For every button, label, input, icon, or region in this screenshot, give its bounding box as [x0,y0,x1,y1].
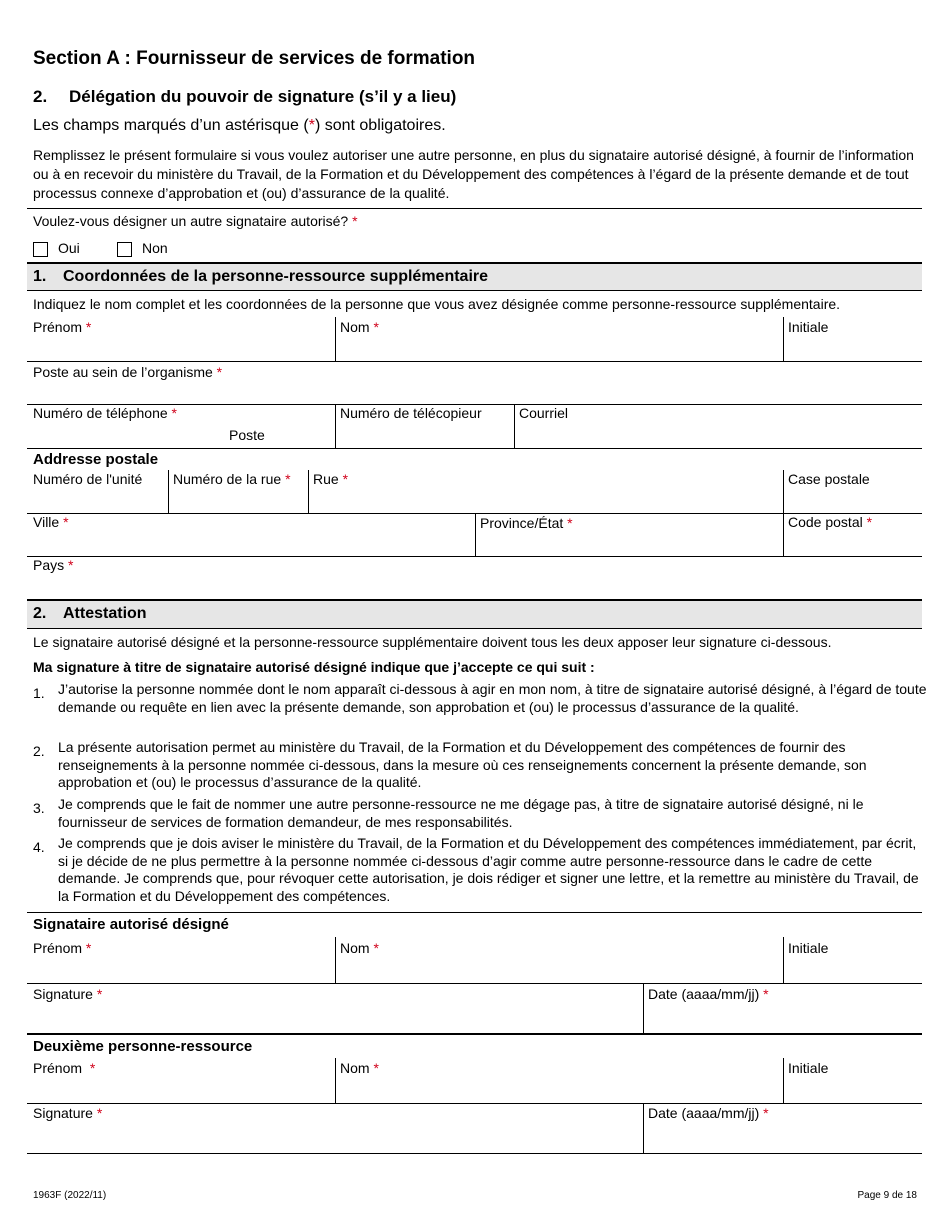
second-signature-label: Signature * [33,1105,103,1121]
contact-email-label: Courriel [519,405,569,421]
address-heading: Addresse postale [33,451,159,468]
signatory-last-name-label: Nom * [340,940,379,956]
contact-phone-field[interactable] [33,424,223,446]
city-label: Ville * [33,514,69,530]
intro-paragraph: Remplissez le présent formulaire si vous voulez autoriser une autre personne, en plus du signataire autorisé désigné, à fournir de l’information ou à en recevoir du ministère du Travail, de la Formation et du Développement des compétences à l’égard de la présente demande et de tout processus connexe d’approbation et (ou) d’assurance de la qualité. [33,147,914,201]
subsection-number: 2. [33,87,48,106]
unit-field[interactable] [33,489,165,511]
contact-fax-field[interactable] [340,424,510,446]
street-label: Rue * [313,471,349,487]
signatory-last-name-field[interactable] [340,958,780,981]
attestation-item: Je comprends que je dois aviser le ministère du Travail, de la Formation et du Développement des compétences immédiatement, par écrit, si je décide de ne plus permettre à la personne nommée ci-dessous d’agir comme autre personne-ressource dans le cadre de cette demande. Je comprends que, pour révoquer cette autorisation, je dois rédiger et signer une lettre, et la remettre au ministère du Travail, de la Formation et du Développement des compétences. [58,835,919,904]
signatory-first-name-field[interactable] [33,958,333,981]
attestation-title: Attestation [63,605,147,622]
country-field[interactable] [33,575,918,597]
second-date-label: Date (aaaa/mm/jj) * [648,1105,769,1121]
signatory-initial-field[interactable] [788,958,918,981]
province-label: Province/État * [480,515,573,531]
province-field[interactable] [480,532,778,554]
contact-first-name-field[interactable] [33,335,333,359]
contact-last-name-field[interactable] [340,335,780,359]
attestation-intro: Le signataire autorisé désigné et la personne-ressource supplémentaire doivent tous les deux apposer leur signature ci-dessous. [33,634,832,650]
postal-code-field[interactable] [788,532,918,554]
signatory-heading: Signataire autorisé désigné [33,916,229,933]
signatory-signature-label: Signature * [33,986,103,1002]
subsection-title: Délégation du pouvoir de signature (s’il y a lieu) [69,87,457,106]
required-note: Les champs marqués d’un astérisque (*) sont obligatoires. [33,117,446,134]
contact-position-label: Poste au sein de l’organisme * [33,364,223,380]
postal-code-label: Code postal * [788,514,873,530]
signatory-signature-field[interactable] [33,1004,638,1030]
second-date-field[interactable] [648,1123,918,1150]
item-number: 1. [33,685,45,701]
item-number: 4. [33,839,45,855]
po-box-field[interactable] [788,489,918,511]
contact-last-name-label: Nom * [340,319,379,335]
form-id: 1963F (2022/11) [33,1190,107,1201]
unit-label: Numéro de l'unité [33,471,143,487]
street-number-field[interactable] [173,489,305,511]
section-title: Section A : Fournisseur de services de formation [33,48,476,69]
contact-first-name-label: Prénom * [33,319,92,335]
country-label: Pays * [33,557,74,573]
contact-extension-field[interactable] [272,424,332,446]
item-number: 3. [33,800,45,816]
attestation-item: Je comprends que le fait de nommer une autre personne-ressource ne me dégage pas, à titre de signataire autorisé désigné, ni le fournisseur de services de formation demandeur, de mes responsabilités. [58,796,864,830]
signatory-initial-label: Initiale [788,940,829,956]
contact-phone-label: Numéro de téléphone * [33,405,177,421]
second-initial-label: Initiale [788,1060,829,1076]
city-field[interactable] [33,532,471,554]
contact-email-field[interactable] [519,424,919,446]
attestation-bold-statement: Ma signature à titre de signataire autorisé désigné indique que j’accepte ce qui suit : [33,659,595,675]
contact-fax-label: Numéro de télécopieur [340,405,482,421]
signatory-date-field[interactable] [648,1004,918,1030]
page-number: Page 9 de 18 [857,1190,917,1201]
second-first-name-label: Prénom * [33,1060,96,1076]
signatory-date-label: Date (aaaa/mm/jj) * [648,986,769,1002]
second-signature-field[interactable] [33,1123,638,1150]
contact-position-field[interactable] [33,381,918,403]
option-oui-label: Oui [58,240,80,256]
second-last-name-label: Nom * [340,1060,379,1076]
street-field[interactable] [313,489,779,511]
option-non-label: Non [142,240,168,256]
required-asterisk: * [308,117,315,134]
checkbox-non[interactable] [117,242,132,257]
item-number: 2. [33,743,45,759]
street-number-label: Numéro de la rue * [173,471,291,487]
signatory-first-name-label: Prénom * [33,940,92,956]
second-contact-heading: Deuxième personne-ressource [33,1038,253,1055]
contact-section-title: Coordonnées de la personne-ressource supplémentaire [63,268,489,285]
contact-section-number: 1. [33,268,47,285]
attestation-number: 2. [33,605,47,622]
second-first-name-field[interactable] [33,1078,333,1101]
designate-question: Voulez-vous désigner un autre signataire autorisé? * [33,213,358,229]
contact-initial-field[interactable] [788,335,918,359]
contact-initial-label: Initiale [788,319,829,335]
attestation-item: La présente autorisation permet au ministère du Travail, de la Formation et du Développement des compétences de fournir des renseignements à la personne nommée ci-dessous, dans la mesure où ces renseignements concernent la présente demande, son approbation et (ou) le processus d’assurance de la qualité. [58,739,867,790]
second-initial-field[interactable] [788,1078,918,1101]
second-last-name-field[interactable] [340,1078,780,1101]
po-box-label: Case postale [788,471,870,487]
contact-instruction: Indiquez le nom complet et les coordonnées de la personne que vous avez désignée comme personne-ressource supplémentaire. [33,296,841,312]
checkbox-oui[interactable] [33,242,48,257]
contact-extension-label: Poste [229,427,265,443]
attestation-item: J’autorise la personne nommée dont le nom apparaît ci-dessous à agir en mon nom, à titre de signataire autorisé désigné, à l’égard de toute demande ou requête en lien avec la présente demande, son approbation et (ou) le processus d’assurance de la qualité. [58,681,927,715]
